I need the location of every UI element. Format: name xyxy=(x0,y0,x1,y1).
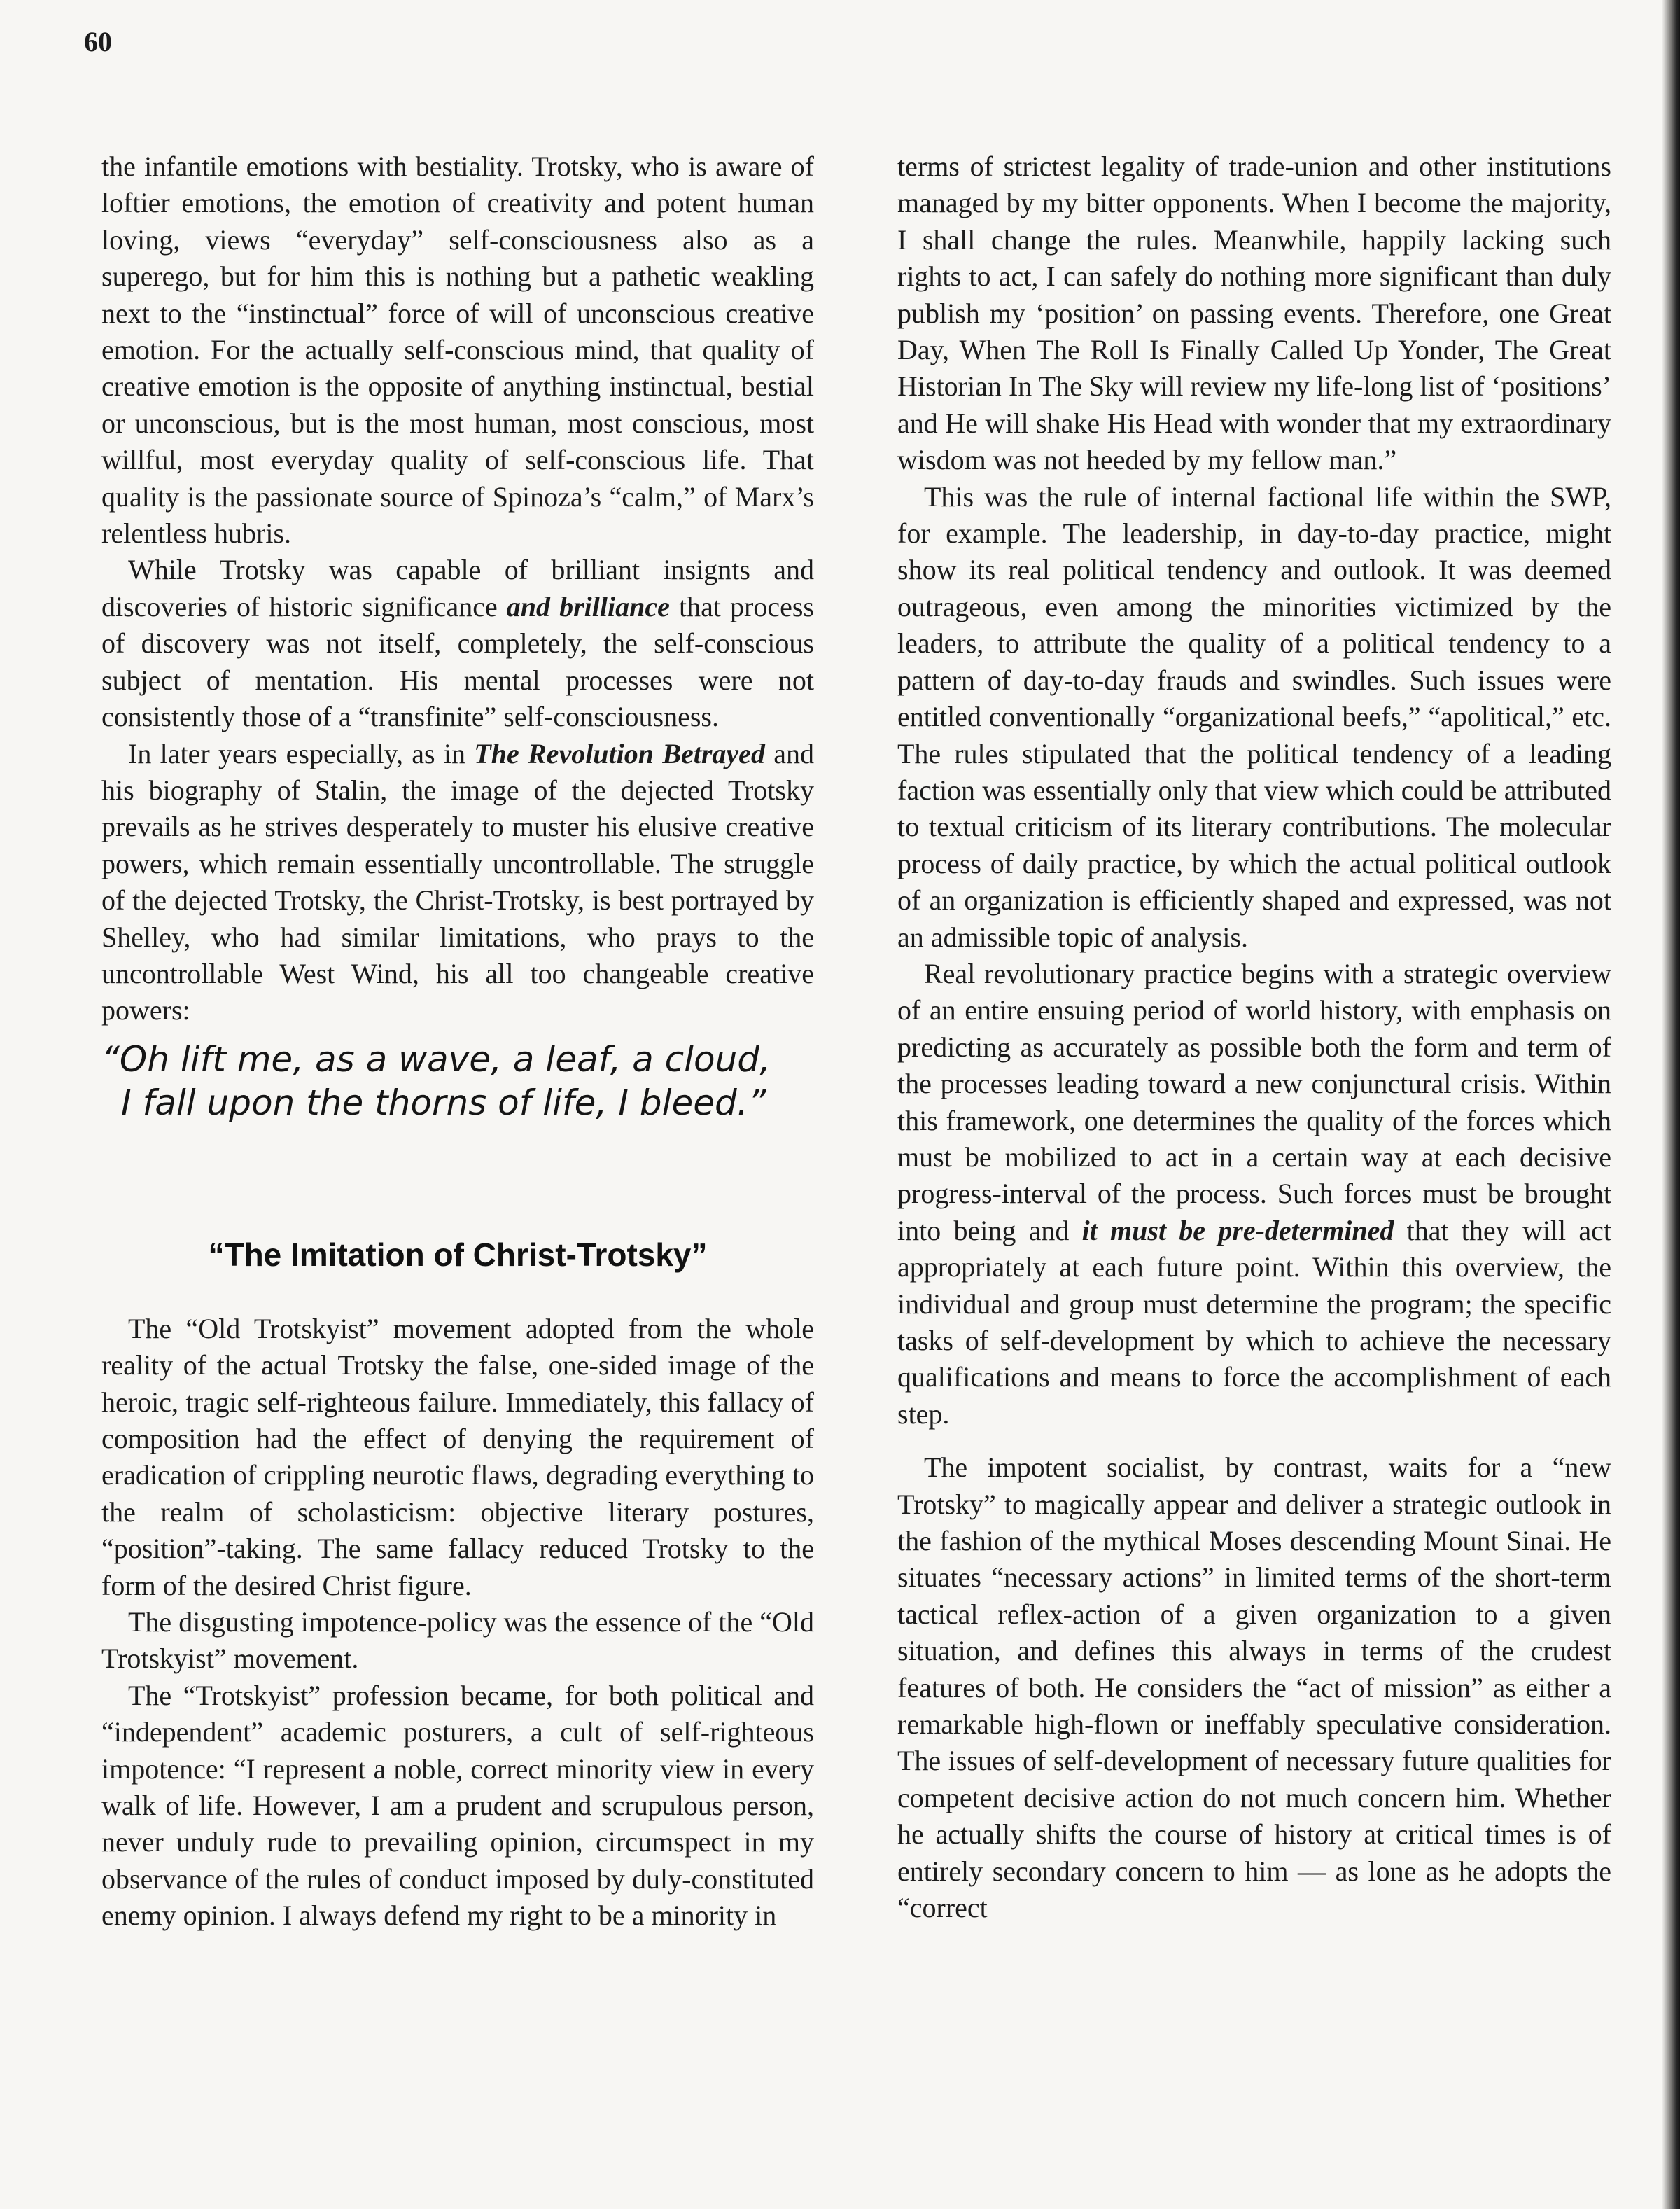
emphasis: and brilliance xyxy=(506,590,670,622)
paragraph: The “Old Trotskyist” movement adopted from the whole reality of the actual Trotsky the false, one-sided image of the heroic, tragic self-righteous failure. Immediately, this fallacy of composition had the effect of denying the requirement of eradication of crippling neurotic flaws, degrading everything to the realm of scholasticism: objective literary postures, “position”-taking. The same fallacy reduced Trotsky to the form of the desired Christ figure. xyxy=(102,1312,814,1601)
right-column xyxy=(897,148,1611,1927)
shelley-quote xyxy=(102,1038,814,1124)
paragraph: Real revolutionary practice begins with a strategic overview of an entire ensuing period of world history, with emphasis on predicting as accurately as possible both the form and term of the processes leading toward a new conjunctural crisis. Within this framework, one determines the quality of the forces which must be mobilized to act in a certain way at each decisive progress-interval of the process. Such forces must be brought into being and it must be pre-determined that they will act appropriately at each future point. Within this overview, the individual and group must determine the program; the specific tasks of self-development by which to achieve the necessary qualifications and means to force the accomplishment of each step. xyxy=(897,957,1611,1430)
paragraph: In later years especially, as in The Revolution Betrayed and his biography of Stalin, the image of the dejected Trotsky prevails as he strives desperately to muster his elusive creative powers, which remain essentially uncontrollable. The struggle of the dejected Trotsky, the Christ-Trotsky, is best portrayed by Shelley, who had similar limitations, who prays to the uncontrollable West Wind, his all too changeable creative powers: xyxy=(102,737,814,1026)
quote-line: “Oh lift me, as a wave, a leaf, a cloud, xyxy=(102,1038,771,1080)
page-number: 60 xyxy=(84,26,112,57)
page-binding-edge xyxy=(1662,0,1680,2209)
emphasis: it must be pre-determined xyxy=(1082,1214,1394,1246)
quote-line: I fall upon the thorns of life, I bleed.” xyxy=(121,1082,766,1123)
paragraph: This was the rule of internal factional life within the SWP, for example. The leadership, in day-to-day practice, might show its real political tendency and outlook. It was deemed outrageous, even among the minorities victimized by the leaders, to attribute the quality of a political tendency to a pattern of day-to-day frauds and swindles. Such issues were entitled conventionally “organizational beefs,” “apolitical,” etc. The rules stipulated that the political tendency of a leading faction was essentially only that view which could be attributed to textual criticism of its literary contributions. The molecular process of daily practice, by which the actual political outlook of an organization is efficiently shaped and expressed, was not an admissible topic of analysis. xyxy=(897,480,1611,953)
paragraph: The “Trotskyist” profession became, for both political and “independent” academic posturers, a cult of self-righteous impotence: “I represent a noble, correct minority view in every walk of life. However, I am a prudent and scrupulous person, never unduly rude to prevailing opinion, circumspect in my observance of the rules of conduct imposed by duly-constituted enemy opinion. I always defend my right to be a minority in xyxy=(102,1679,814,1932)
left-column xyxy=(102,148,814,1935)
book-title: The Revolution Betrayed xyxy=(474,737,765,769)
section-heading: “The Imitation of Christ-Trotsky” xyxy=(208,1236,708,1273)
paragraph: The impotent socialist, by contrast, waits for a “new Trotsky” to magically appear and deliver a strategic outlook in the fashion of the mythical Moses descending Mount Sinai. He situates “necessary actions” in limited terms of the short-term tactical reflex-action of a given organization to a given situation, and defines this always in terms of the crudest features of both. He considers the “act of mission” as either a remarkable high-flown or ineffably speculative consideration. The issues of self-development of necessary future qualities for competent decisive action do not much concern him. Whether he actually shifts the course of history at critical times is of entirely secondary concern to him — as lone as he adopts the “correct xyxy=(897,1451,1611,1924)
paragraph: terms of strictest legality of trade-union and other institutions managed by my bitter opponents. When I become the majority, I shall change the rules. Meanwhile, happily lacking such rights to act, I can safely do nothing more significant than duly publish my ‘position’ on passing events. Therefore, one Great Day, When The Roll Is Finally Called Up Yonder, The Great Historian In The Sky will review my life-long list of ‘positions’ and He will shake His Head with wonder that my extraordinary wisdom was not heeded by my fellow man.” xyxy=(897,151,1611,476)
paragraph: The disgusting impotence-policy was the essence of the “Old Trotskyist” movement. xyxy=(102,1606,814,1675)
paragraph: While Trotsky was capable of brilliant insignts and discoveries of historic significance and brilliance that process of discovery was not itself, completely, the self-conscious subject of mentation. His mental processes were not consistently those of a “transfinite” self-consciousness. xyxy=(102,554,814,733)
paragraph: the infantile emotions with bestiality. Trotsky, who is aware of loftier emotions, the emotion of creativity and potent human loving, views “everyday” self-consciousness also as a superego, but for him this is nothing but a pathetic weakling next to the “instinctual” force of will of unconscious creative emotion. For the actually self-conscious mind, that quality of creative emotion is the opposite of anything instinctual, bestial or unconscious, but is the most human, most conscious, most willful, most everyday quality of self-conscious life. That quality is the passionate source of Spinoza’s “calm,” of Marx’s relentless hubris. xyxy=(102,151,814,550)
